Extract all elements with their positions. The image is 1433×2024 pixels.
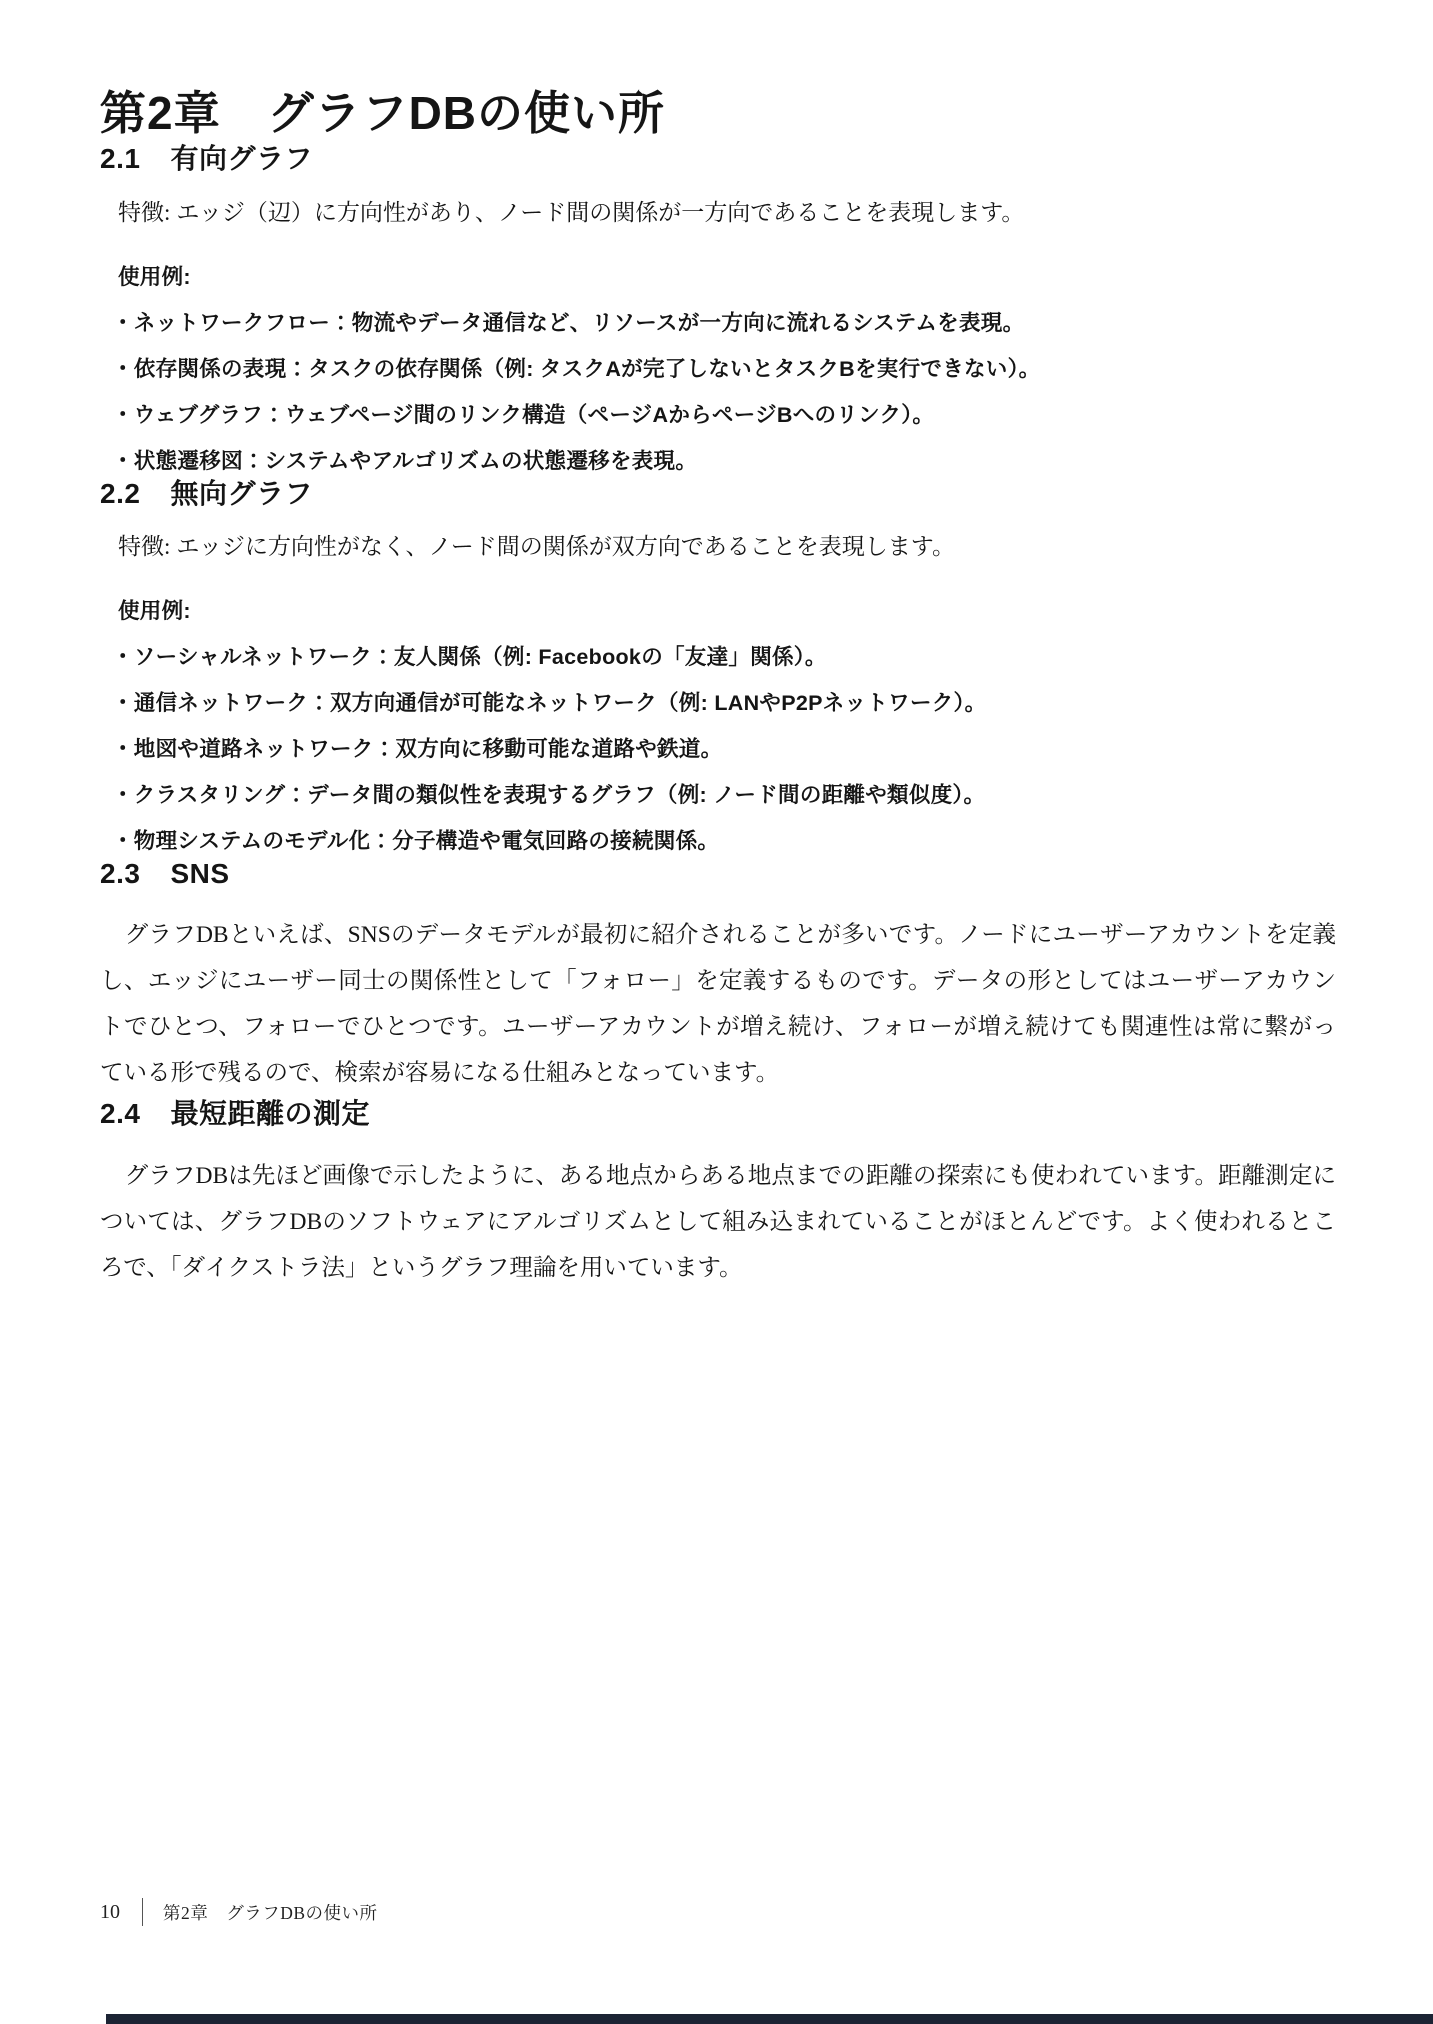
bottom-page-edge-bar — [106, 2014, 1433, 2024]
chapter-title: 第2章 グラフDBの使い所 — [100, 87, 666, 139]
usage-examples — [100, 262, 1336, 476]
usage-bullet: ・状態遷移図：システムやアルゴリズムの状態遷移を表現。 — [112, 448, 698, 473]
usage-bullet: ・ウェブグラフ：ウェブページ間のリンク構造（ページAからページBへのリンク）。 — [112, 402, 935, 427]
section-number: 2.2 — [100, 477, 141, 509]
usage-bullet: ・クラスタリング：データ間の類似性を表現するグラフ（例: ノード間の距離や類似度）。 — [112, 782, 986, 807]
usage-label: 使用例: — [118, 264, 191, 289]
body-paragraph: グラフDBといえば、SNSのデータモデルが最初に紹介されることが多いです。ノードにユーザーアカウントを定義し、エッジにユーザー同士の関係性として「フォロー」を定義するものです。データの形としてはユーザーアカウントでひとつ、フォローでひとつです。ユーザーアカウントが増え続け、フォローが増え続けても関連性は常に繋がっている形で残るので、検索が容易になる仕組みとなっています。 — [100, 922, 1336, 1087]
section-number: 2.4 — [100, 1098, 141, 1130]
feature-label: 特徴: — [118, 199, 171, 225]
section-shortest-distance — [100, 1096, 1336, 1290]
section-sns — [100, 856, 1336, 1096]
section-heading — [100, 476, 1336, 512]
usage-examples — [100, 596, 1336, 856]
feature-line — [100, 530, 1336, 564]
page-number: 10 — [100, 1900, 120, 1923]
feature-text: エッジ（辺）に方向性があり、ノード間の関係が一方向であることを表現します。 — [176, 199, 1025, 225]
usage-bullet: ・物理システムのモデル化：分子構造や電気回路の接続関係。 — [112, 828, 720, 853]
section-heading — [100, 856, 1336, 892]
usage-bullet: ・依存関係の表現：タスクの依存関係（例: タスクAが完了しないとタスクBを実行できない）。 — [112, 356, 1041, 381]
section-heading — [100, 1096, 1336, 1132]
section-undirected-graph — [100, 476, 1336, 856]
section-heading — [100, 141, 1336, 177]
feature-label: 特徴: — [118, 533, 171, 559]
feature-line — [100, 196, 1336, 230]
section-directed-graph — [100, 141, 1336, 475]
usage-bullet: ・地図や道路ネットワーク：双方向に移動可能な道路や鉄道。 — [112, 736, 723, 761]
page-footer — [100, 1898, 378, 1926]
feature-text: エッジに方向性がなく、ノード間の関係が双方向であることを表現します。 — [176, 533, 955, 559]
usage-bullet: ・ソーシャルネットワーク：友人関係（例: Facebookの「友達」関係）。 — [112, 644, 827, 669]
footer-divider — [142, 1898, 143, 1926]
usage-bullet: ・通信ネットワーク：双方向通信が可能なネットワーク（例: LANやP2Pネットワーク）。 — [112, 690, 987, 715]
section-number: 2.1 — [100, 143, 141, 175]
usage-bullet: ・ネットワークフロー：物流やデータ通信など、リソースが一方向に流れるシステムを表現。 — [112, 310, 1025, 335]
section-title: SNS — [170, 857, 230, 889]
section-title: 無向グラフ — [170, 477, 313, 509]
section-number: 2.3 — [100, 857, 141, 889]
section-title: 有向グラフ — [170, 143, 313, 175]
usage-label: 使用例: — [118, 598, 191, 623]
body-paragraph: グラフDBは先ほど画像で示したように、ある地点からある地点までの距離の探索にも使われています。距離測定については、グラフDBのソフトウェアにアルゴリズムとして組み込まれていることがほとんどです。よく使われるところで、「ダイクストラ法」というグラフ理論を用いています。 — [100, 1162, 1336, 1281]
running-title: 第2章 グラフDBの使い所 — [163, 1902, 378, 1923]
section-title: 最短距離の測定 — [170, 1098, 370, 1130]
